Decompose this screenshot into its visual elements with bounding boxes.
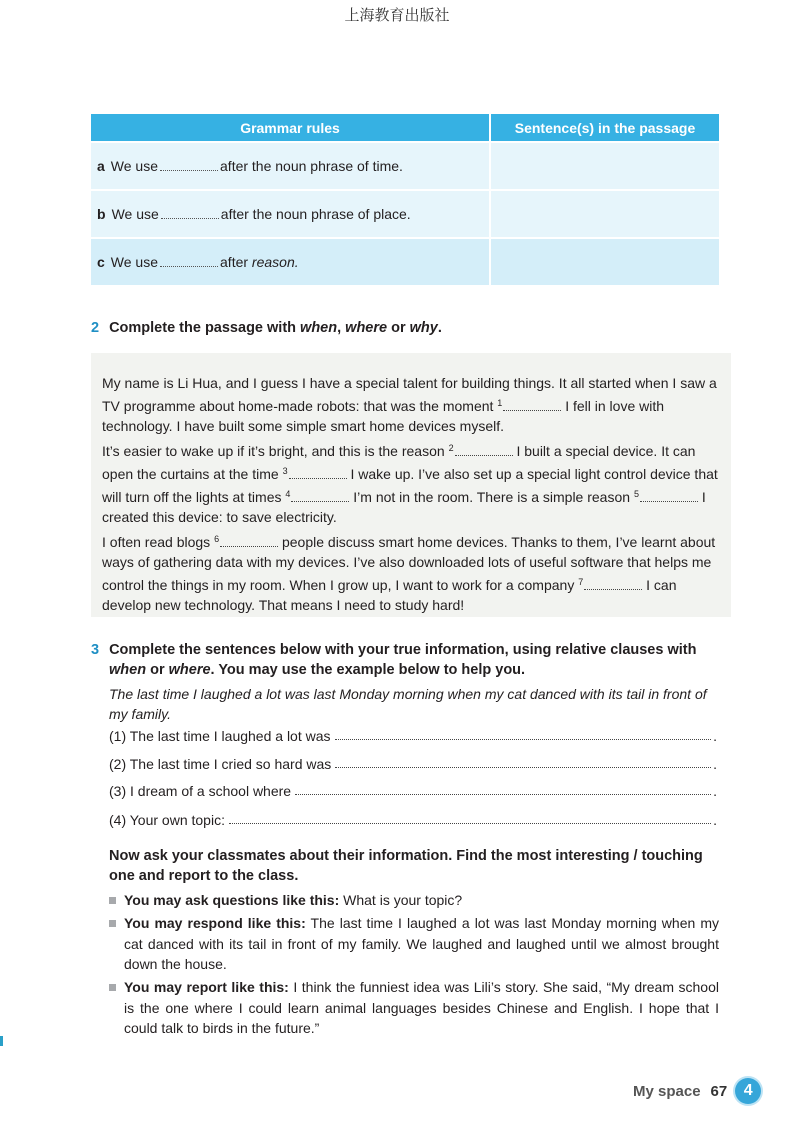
passage-text: I often read blogs	[102, 534, 215, 550]
discussion-instruction: Now ask your classmates about their information. Find the most interesting / touching one and report to the class.	[109, 848, 703, 884]
answer-blank[interactable]	[161, 206, 219, 219]
answer-line[interactable]	[335, 729, 712, 740]
bullet-square-icon	[109, 920, 116, 927]
passage-blank-2[interactable]	[455, 444, 513, 456]
question-item	[109, 783, 717, 799]
bullet-lead: You may report like this:	[124, 979, 289, 995]
question-item	[109, 756, 717, 772]
sentence-cell[interactable]	[490, 190, 719, 238]
table-header-row	[91, 114, 719, 142]
question-text: (1) The last time I laughed a lot was	[109, 728, 331, 744]
blank-number: 1	[497, 398, 503, 408]
answer-line[interactable]	[335, 757, 711, 768]
sep: .	[437, 320, 442, 336]
passage-text: I wake up. I’ve also set up a special light control device that will turn off the lights at times	[102, 466, 718, 505]
passage-paragraph	[102, 373, 719, 436]
bullet-lead: You may ask questions like this:	[124, 892, 340, 908]
row-letter: a	[97, 158, 105, 174]
rule-pre: We use	[110, 158, 159, 174]
margin-marker	[0, 1036, 3, 1046]
bullet-lead: You may respond like this:	[124, 915, 306, 931]
table-row	[91, 190, 719, 238]
section-2-instruction: Complete the passage with	[109, 320, 297, 336]
question-text: (2) The last time I cried so hard was	[109, 756, 332, 772]
sentence-cell[interactable]	[490, 238, 719, 285]
word-why: why	[409, 320, 438, 336]
blank-number: 2	[448, 443, 454, 453]
answer-line[interactable]	[295, 784, 711, 795]
passage-text: I’m not in the room. There is a simple reason	[349, 489, 634, 505]
sentence-cell[interactable]	[490, 142, 719, 190]
passage-blank-5[interactable]	[640, 490, 698, 502]
passage-blank-4[interactable]	[291, 490, 349, 502]
word-where: where	[345, 320, 388, 336]
section-2-heading	[91, 320, 442, 336]
rule-pre: We use	[111, 206, 159, 222]
passage-text: I built a special device. It can open the curtains at the time	[102, 443, 696, 482]
passage-blank-6[interactable]	[220, 535, 278, 547]
rule-post-italic: reason.	[251, 254, 299, 270]
page-footer	[633, 1078, 761, 1104]
period: .	[713, 783, 717, 799]
header-grammar-rules: Grammar rules	[91, 114, 490, 142]
unit-badge: 4	[735, 1078, 761, 1104]
section-3-heading	[91, 640, 721, 680]
blank-number: 7	[578, 577, 584, 587]
publisher-header: 上海教育出版社	[344, 6, 450, 24]
word-where: where	[168, 662, 211, 678]
passage-paragraph	[102, 438, 719, 527]
word-when: when	[300, 320, 338, 336]
passage-blank-3[interactable]	[289, 467, 347, 479]
question-item	[109, 728, 717, 744]
sep: or	[150, 662, 165, 678]
section-number: 3	[91, 642, 100, 658]
passage-text: people discuss smart home devices. Thanks to them, I’ve learnt about ways of gathering data with my devices. I’ve also downloaded lots of useful software that helps me control the things in my room. When I grow up, I want to work for a company	[102, 534, 716, 593]
answer-blank[interactable]	[160, 158, 218, 171]
passage-blank-7[interactable]	[584, 578, 642, 590]
question-text: (4) Your own topic:	[109, 812, 225, 828]
bullet-text: I think the funniest idea was Lili’s story. She said, “My dream school is the one where I could learn animal languages besides Chinese and English. I hope that I could talk to birds in the future.”	[124, 979, 719, 1036]
blank-number: 5	[633, 489, 639, 499]
bullet-item	[109, 890, 719, 911]
passage-box	[91, 353, 731, 617]
word-when: when	[109, 662, 147, 678]
answer-blank[interactable]	[160, 254, 218, 267]
row-letter: c	[97, 254, 105, 270]
row-letter: b	[97, 206, 106, 222]
answer-line[interactable]	[229, 813, 711, 824]
footer-label: My space	[633, 1082, 701, 1100]
period: .	[713, 812, 717, 828]
blank-number: 4	[285, 489, 291, 499]
bullet-text: What is your topic?	[339, 892, 463, 908]
question-item	[109, 812, 717, 828]
sep: ,	[337, 320, 342, 336]
grammar-rules-table	[91, 114, 719, 285]
bullet-item	[109, 913, 719, 975]
bullet-square-icon	[109, 984, 116, 991]
passage-text: I can develop new technology. That means I need to study hard!	[102, 577, 677, 613]
question-text: (3) I dream of a school where	[109, 783, 292, 799]
bullet-square-icon	[109, 897, 116, 904]
bullet-text: The last time I laughed a lot was last Monday morning when my cat danced with its tail in front of my family. We laughed and laughed until we almost brought down the house.	[124, 915, 719, 972]
bullet-item	[109, 977, 719, 1039]
blank-number: 6	[214, 534, 220, 544]
page-number: 67	[710, 1082, 728, 1100]
section-number: 2	[91, 320, 100, 336]
rule-pre: We use	[110, 254, 159, 270]
header-sentences: Sentence(s) in the passage	[490, 114, 719, 142]
rule-post: after the noun phrase of time.	[220, 158, 403, 174]
rule-post: after the noun phrase of place.	[220, 206, 411, 222]
period: .	[713, 728, 717, 744]
sep: or	[391, 320, 406, 336]
passage-paragraph	[102, 529, 719, 615]
example-sentence: The last time I laughed a lot was last Monday morning when my cat danced with its tail in front of my family.	[109, 686, 707, 722]
section-3-instruction-end: . You may use the example below to help you.	[210, 662, 526, 678]
passage-text: I created this device: to save electricity.	[102, 489, 706, 525]
period: .	[713, 756, 717, 772]
section-3-instruction: Complete the sentences below with your true information, using relative clauses with	[109, 642, 697, 658]
passage-blank-1[interactable]	[503, 399, 561, 411]
blank-number: 3	[282, 466, 288, 476]
table-row	[91, 238, 719, 285]
rule-post: after	[220, 254, 252, 270]
passage-text: I fell in love with technology. I have built some simple smart home devices myself.	[102, 398, 665, 434]
passage-text: It’s easier to wake up if it’s bright, and this is the reason	[102, 443, 449, 459]
passage-text: My name is Li Hua, and I guess I have a special talent for building things. It all started when I saw a TV programme about home-made robots: that was the moment	[102, 375, 717, 414]
table-row	[91, 142, 719, 190]
